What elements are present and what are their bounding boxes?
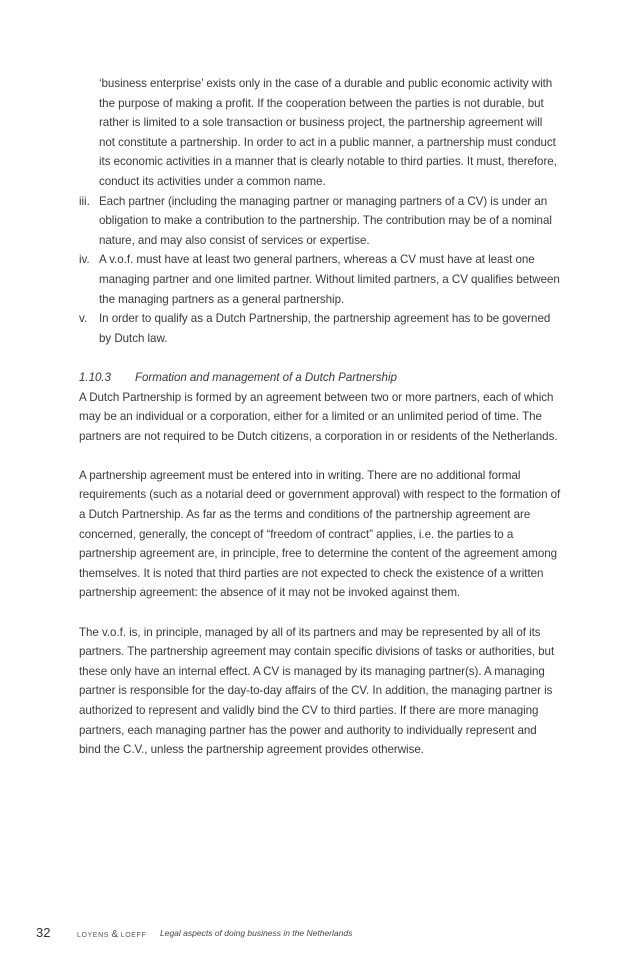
page-body [79,74,561,760]
firm-name-part2: LOEFF [120,932,147,939]
paragraph: A partnership agreement must be entered into in writing. There are no additional formal requirements (such as a notarial deed or government approval) with respect to the formation of a Dutch Partnership. As far as the terms and conditions of the partnership agreement are concerned, generally, the concept of “freedom of contract” applies, i.e. the parties to a partnership agreement are, in principle, free to determine the content of the agreement among themselves. It is noted that third parties are not expected to check the existence of a written partnership agreement: the absence of it may not be invoked against them. [79,468,561,600]
paragraph: The v.o.f. is, in principle, managed by all of its partners and may be represented by all of its partners. The partnership agreement may contain specific divisions of tasks or authorities, but these only have an internal effect. A CV is managed by its managing partner(s). A managing partner is responsible for the day-to-day affairs of the CV. In addition, the managing partner is authorized to represent and validly bind the CV to third parties. If there are more managing partners, each managing partner has the power and authority to individually represent and bind the C.V., unless the partnership agreement provides otherwise. [79,625,555,757]
list-item-continuation: ‘business enterprise’ exists only in the case of a durable and public economic activity with the purpose of making a profit. If the cooperation between the parties is not durable, but rather is limited to a sole transaction or business project, the partnership agreement will not constitute a partnership. In order to act in a public manner, a partnership must conduct its economic activities in a manner that is clearly notable to third parties. It must, therefore, conduct its activities under a common name. [99,77,557,188]
list-item [79,309,561,348]
list-item [79,192,561,251]
paragraph: A Dutch Partnership is formed by an agreement between two or more partners, each of which may be an individual or a corporation, either for a limited or an unlimited period of time. The partners are not required to be Dutch citizens, a corporation in or residents of the Netherlands. [79,390,558,443]
list-item [79,250,561,309]
firm-ampersand: & [111,929,119,940]
list-item-text: In order to qualify as a Dutch Partnership, the partnership agreement has to be governed by Dutch law. [99,312,551,345]
list-item-text: Each partner (including the managing partner or managing partners of a CV) is under an obligation to make a contribution to the partnership. The contribution may be of a nominal nature, and may also consist of services or expertise. [99,194,552,247]
section-title: Formation and management of a Dutch Partnership [135,370,397,384]
list-marker: iii. [79,194,90,208]
list-marker: v. [79,312,88,326]
section-heading [79,368,561,388]
list-marker: iv. [79,253,90,267]
list-item-text: A v.o.f. must have at least two general partners, whereas a CV must have at least one managing partner and one limited partner. Without limited partners, a CV qualifies between the managing partners as a general partnership. [99,253,560,306]
section-number: 1.10.3 [79,370,111,384]
document-title: Legal aspects of doing business in the Netherlands [160,928,353,938]
page-number: 32 [36,925,51,940]
firm-name-part1: LOYENS [77,932,109,939]
firm-logo [77,929,146,940]
page-footer [36,925,596,945]
